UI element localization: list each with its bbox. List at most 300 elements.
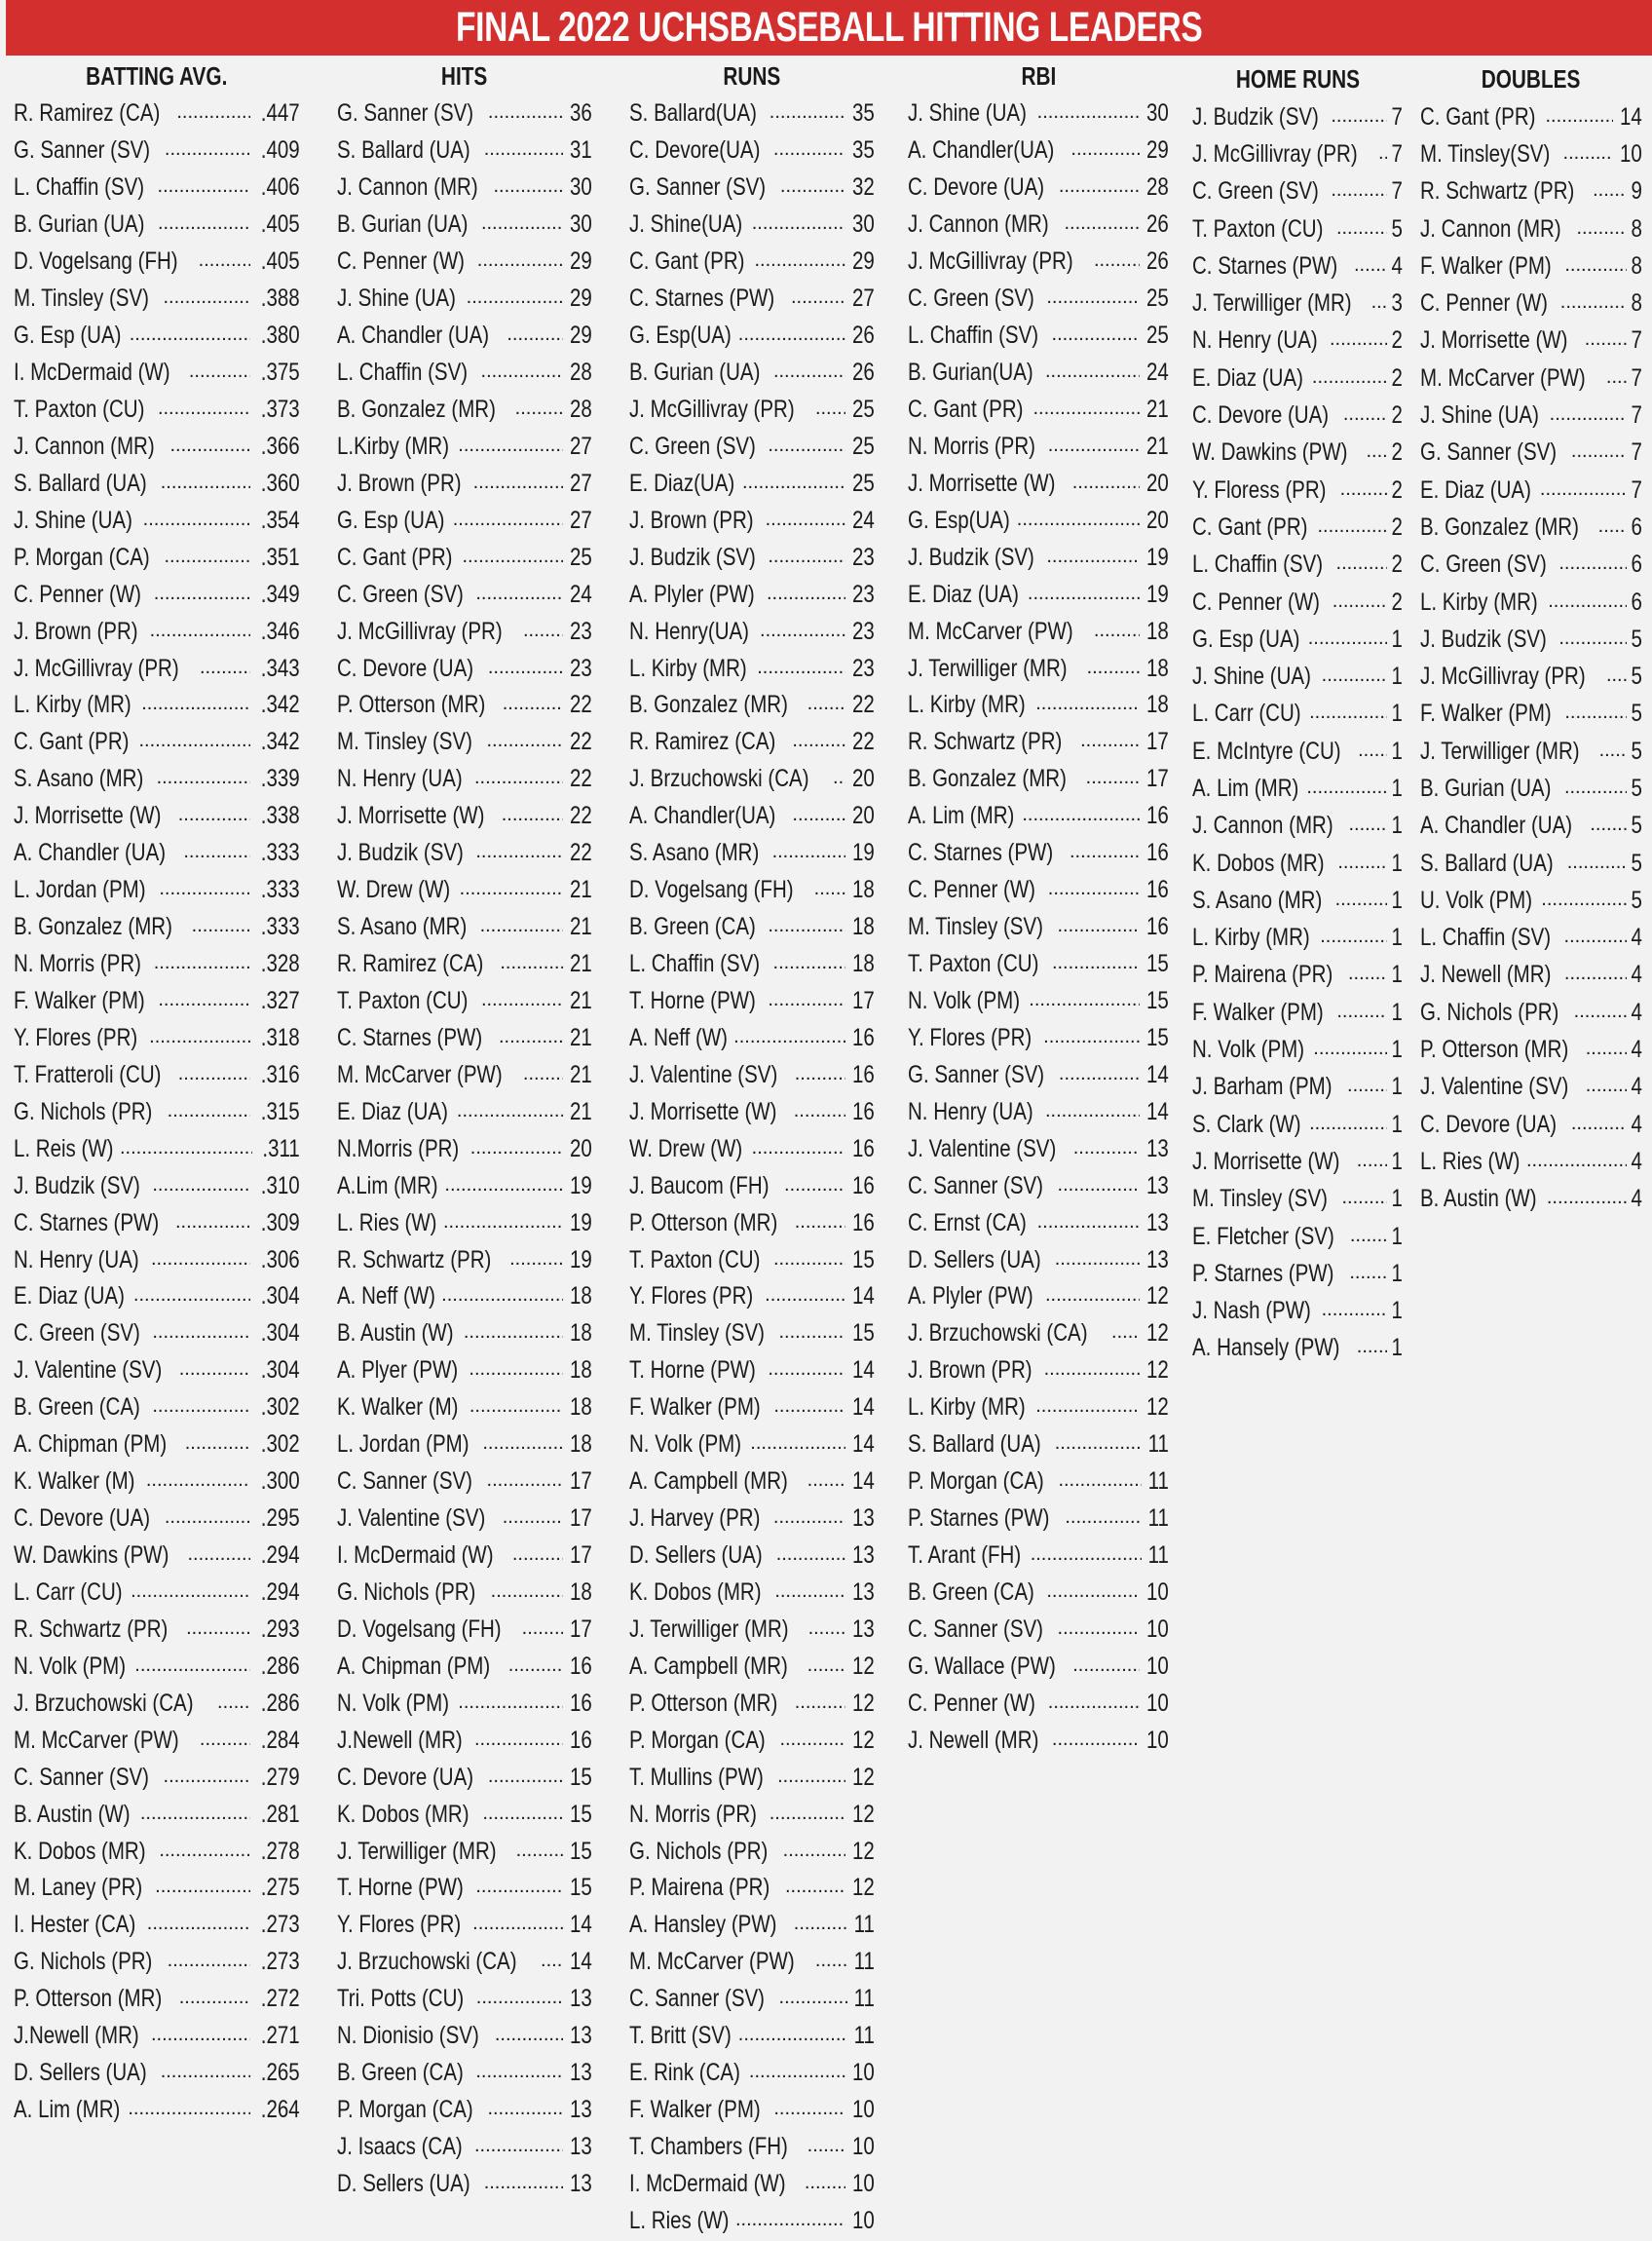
stat-value: 4 xyxy=(1631,1147,1642,1175)
leader-row xyxy=(337,95,592,133)
stat-value: 23 xyxy=(852,654,875,682)
player-name: J. Budzik (SV) xyxy=(337,839,464,867)
dot-leader xyxy=(768,546,845,570)
stat-value: 28 xyxy=(570,395,592,423)
player-name: N. Volk (PM) xyxy=(629,1430,742,1459)
player-name: R. Ramirez (CA) xyxy=(629,728,776,756)
leader-row xyxy=(14,1722,300,1759)
player-name: M. McCarver (PW) xyxy=(337,1060,503,1088)
leader-row xyxy=(908,1130,1169,1167)
dot-leader xyxy=(1312,366,1387,391)
leader-row xyxy=(908,465,1169,502)
player-name: J. Cannon (MR) xyxy=(908,210,1049,239)
leader-row xyxy=(1192,472,1403,509)
player-name: P. Otterson (MR) xyxy=(629,1689,778,1717)
dot-leader xyxy=(151,2024,250,2048)
leader-row xyxy=(337,872,592,909)
player-name: K. Walker (M) xyxy=(337,1393,459,1422)
leader-row xyxy=(337,355,592,392)
stat-value: .333 xyxy=(261,839,300,867)
stat-value: 3 xyxy=(1391,289,1403,318)
dot-leader xyxy=(1320,926,1387,950)
dot-leader xyxy=(169,435,250,459)
dot-leader xyxy=(1035,693,1140,717)
dot-leader xyxy=(1541,889,1627,913)
dot-leader xyxy=(133,1284,250,1309)
leader-row xyxy=(1420,808,1642,845)
stat-value: 1 xyxy=(1391,1185,1403,1213)
stat-value: 1 xyxy=(1391,998,1403,1026)
stat-value: .273 xyxy=(261,1911,300,1939)
dot-leader xyxy=(1070,841,1140,865)
dot-leader xyxy=(1576,217,1627,242)
leader-row xyxy=(14,1685,300,1722)
stat-value: 12 xyxy=(1146,1282,1169,1310)
player-name: C. Sanner (SV) xyxy=(337,1467,473,1496)
player-name: K. Dobos (MR) xyxy=(1192,849,1325,877)
dot-leader xyxy=(1357,1150,1387,1174)
player-name: B. Green (CA) xyxy=(908,1577,1034,1606)
player-name: J. Terwilliger (MR) xyxy=(629,1614,789,1643)
stat-value: 13 xyxy=(570,2169,592,2197)
stat-value: 26 xyxy=(852,322,875,350)
stat-value: 15 xyxy=(852,1245,875,1273)
stat-value: 12 xyxy=(852,1874,875,1902)
player-name: J. Shine (UA) xyxy=(1420,401,1539,430)
dot-leader xyxy=(794,1913,847,1937)
player-name: L. Reis (W) xyxy=(14,1134,114,1162)
stat-value: 16 xyxy=(570,1726,592,1754)
dot-leader xyxy=(807,2135,846,2159)
stat-value: 13 xyxy=(852,1541,875,1570)
dot-leader xyxy=(143,509,251,533)
stat-value: 10 xyxy=(1146,1614,1169,1643)
leader-row xyxy=(1192,210,1403,247)
leader-row xyxy=(337,1463,592,1500)
dot-leader xyxy=(164,1766,251,1790)
leader-row xyxy=(1192,845,1403,882)
dot-leader xyxy=(760,620,845,644)
leader-row xyxy=(629,2129,875,2166)
player-name: N. Volk (PM) xyxy=(337,1689,450,1717)
dot-leader xyxy=(523,620,563,644)
stat-value: 4 xyxy=(1631,1110,1642,1138)
dot-leader xyxy=(150,620,251,644)
player-name: J.Newell (MR) xyxy=(14,2022,139,2050)
stat-value: 5 xyxy=(1631,663,1642,691)
stat-value: 11 xyxy=(853,1948,875,1976)
leader-row xyxy=(629,1352,875,1389)
dot-leader xyxy=(179,1987,251,2011)
player-name: A. Neff (W) xyxy=(337,1282,436,1310)
dot-leader xyxy=(152,1395,250,1420)
leader-row xyxy=(908,1167,1169,1204)
player-name: E. Diaz (UA) xyxy=(1420,475,1531,504)
leader-row xyxy=(337,1796,592,1833)
stat-value: 30 xyxy=(1146,99,1169,128)
player-name: D. Sellers (UA) xyxy=(629,1541,763,1570)
stat-value: 21 xyxy=(570,1023,592,1051)
stat-value: 4 xyxy=(1391,251,1403,280)
leader-row xyxy=(14,946,300,983)
stat-value: 25 xyxy=(570,543,592,571)
dot-leader xyxy=(791,286,845,311)
stat-value: 6 xyxy=(1631,551,1642,579)
stat-value: 2 xyxy=(1391,438,1403,467)
stat-value: .295 xyxy=(261,1504,300,1533)
leader-row xyxy=(14,909,300,946)
dot-leader xyxy=(164,546,250,570)
stat-value: 4 xyxy=(1631,1036,1642,1064)
leader-row xyxy=(629,1611,875,1648)
dot-leader xyxy=(165,138,250,163)
player-name: J. Valentine (SV) xyxy=(908,1134,1057,1162)
stat-value: .281 xyxy=(261,1800,300,1828)
player-name: C. Penner (W) xyxy=(908,876,1036,904)
dot-leader xyxy=(807,693,846,717)
player-name: G. Nichols (PR) xyxy=(14,1097,153,1125)
dot-leader xyxy=(1371,291,1388,316)
leader-row xyxy=(908,1352,1169,1389)
player-name: C. Penner (W) xyxy=(908,1689,1036,1717)
player-name: J. Isaacs (CA) xyxy=(337,2133,463,2161)
stat-value: 12 xyxy=(852,1726,875,1754)
stat-value: 7 xyxy=(1631,401,1642,430)
leader-row xyxy=(1420,658,1642,695)
player-name: J. Shine (UA) xyxy=(14,506,132,534)
stat-value: .338 xyxy=(261,802,300,830)
leader-row xyxy=(337,576,592,613)
leader-row xyxy=(337,2166,592,2203)
leader-row xyxy=(14,133,300,170)
stat-value: 12 xyxy=(1146,1393,1169,1422)
leader-row xyxy=(1420,733,1642,770)
stat-value: 13 xyxy=(570,2022,592,2050)
stat-value: .447 xyxy=(261,99,300,128)
leader-row xyxy=(908,1722,1169,1759)
dot-leader xyxy=(1058,1617,1141,1642)
player-name: C. Starnes (PW) xyxy=(629,285,775,313)
leader-row xyxy=(337,1722,592,1759)
stat-value: 4 xyxy=(1631,1185,1642,1213)
player-name: B. Austin (W) xyxy=(337,1319,454,1348)
dot-leader xyxy=(189,361,251,385)
stat-value: 18 xyxy=(570,1282,592,1310)
stat-value: .405 xyxy=(261,210,300,239)
dot-leader xyxy=(481,212,563,237)
dot-leader xyxy=(1336,552,1388,577)
leader-row xyxy=(14,95,300,133)
player-name: S. Ballard (UA) xyxy=(337,136,470,165)
dot-leader xyxy=(738,2024,847,2048)
leader-row xyxy=(629,170,875,207)
dot-leader xyxy=(1045,1100,1140,1124)
dot-leader xyxy=(765,1284,845,1309)
stat-value: 14 xyxy=(1620,102,1642,131)
dot-leader xyxy=(1564,702,1627,726)
player-name: A. Hansely (PW) xyxy=(1192,1334,1340,1362)
dot-leader xyxy=(1347,1075,1387,1099)
leader-row xyxy=(629,1500,875,1538)
dot-leader xyxy=(186,1617,250,1642)
stat-value: 25 xyxy=(852,469,875,497)
leader-row xyxy=(629,872,875,909)
leader-row xyxy=(908,1315,1169,1352)
player-name: A. Plyler (PW) xyxy=(629,580,755,608)
dot-leader xyxy=(1564,926,1628,950)
leader-row xyxy=(14,1093,300,1130)
stat-value: 22 xyxy=(852,728,875,756)
dot-leader xyxy=(815,398,845,422)
dot-leader xyxy=(1548,590,1627,615)
player-name: J. Morrisette (W) xyxy=(14,802,162,830)
player-name: G. Sanner (SV) xyxy=(14,136,151,165)
player-name: A. Hansley (PW) xyxy=(629,1911,777,1939)
player-name: I. McDermaid (W) xyxy=(337,1541,494,1570)
dot-leader xyxy=(1031,1543,1142,1568)
stat-value: .342 xyxy=(261,728,300,756)
dot-leader xyxy=(777,1766,845,1790)
stat-value: 11 xyxy=(853,1985,875,2013)
player-name: L. Kirby (MR) xyxy=(629,654,747,682)
dot-leader xyxy=(1574,1001,1627,1025)
player-name: C. Penner (W) xyxy=(1192,588,1321,616)
dot-leader xyxy=(477,249,563,274)
player-name: G. Nichols (PR) xyxy=(629,1837,769,1865)
player-name: F. Walker (PM) xyxy=(1420,700,1552,728)
player-name: C. Sanner (SV) xyxy=(629,1985,766,2013)
player-name: E. Diaz(UA) xyxy=(629,469,735,497)
leader-row xyxy=(629,687,875,724)
stat-value: 22 xyxy=(570,839,592,867)
dot-leader xyxy=(1032,398,1140,422)
dot-leader xyxy=(482,1432,563,1457)
player-name: M. Tinsley (SV) xyxy=(1192,1185,1328,1213)
dot-leader xyxy=(1035,1395,1140,1420)
player-name: N. Volk (PM) xyxy=(1192,1036,1305,1064)
player-name: A. Chandler (UA) xyxy=(337,322,490,350)
dot-leader xyxy=(475,841,563,865)
player-name: D. Vogelsang (FH) xyxy=(629,876,794,904)
leader-row xyxy=(908,355,1169,392)
dot-leader xyxy=(157,767,251,791)
dot-leader xyxy=(1599,740,1628,764)
dot-leader xyxy=(1564,963,1627,987)
dot-leader xyxy=(770,101,845,126)
leader-row xyxy=(629,1167,875,1204)
stat-value: 6 xyxy=(1631,513,1642,541)
dot-leader xyxy=(183,841,250,865)
leader-row xyxy=(908,1463,1169,1500)
dot-leader xyxy=(138,730,250,754)
leader-row xyxy=(337,465,592,502)
dot-leader xyxy=(523,1063,563,1087)
dot-leader xyxy=(814,878,846,902)
stat-value: 1 xyxy=(1391,1297,1403,1325)
player-name: J. Brzuchowski (CA) xyxy=(337,1948,517,1976)
leader-row xyxy=(14,1575,300,1612)
player-name: M. Tinsley(SV) xyxy=(1420,139,1551,168)
player-name: G. Sanner (SV) xyxy=(337,99,474,128)
stat-value: 24 xyxy=(1146,359,1169,387)
dot-leader xyxy=(1313,1038,1387,1062)
dot-leader xyxy=(1055,1248,1141,1272)
leader-row xyxy=(1192,1143,1403,1180)
player-name: C. Devore (UA) xyxy=(14,1504,151,1533)
dot-leader xyxy=(1340,478,1387,503)
dot-leader xyxy=(131,1580,250,1605)
player-name: G. Nichols (PR) xyxy=(337,1577,476,1606)
leader-row xyxy=(908,1575,1169,1612)
leader-row xyxy=(1420,957,1642,994)
stat-value: 13 xyxy=(570,2059,592,2087)
leader-row xyxy=(337,1648,592,1685)
player-name: C. Devore (UA) xyxy=(337,654,474,682)
leader-row xyxy=(337,1944,592,1981)
player-name: T. Horne (PW) xyxy=(337,1874,464,1902)
leader-row xyxy=(908,576,1169,613)
leader-row xyxy=(337,1759,592,1796)
stat-value: 5 xyxy=(1631,849,1642,877)
dot-leader xyxy=(1080,730,1140,754)
leader-row xyxy=(629,1833,875,1870)
leader-row xyxy=(14,650,300,687)
dot-leader xyxy=(503,1506,563,1531)
leader-row xyxy=(337,1907,592,1944)
leader-row xyxy=(908,835,1169,872)
stat-value: 30 xyxy=(570,173,592,202)
dot-leader xyxy=(161,472,251,496)
dot-leader xyxy=(795,1211,845,1235)
leader-row xyxy=(1192,1069,1403,1106)
stat-value: 30 xyxy=(570,210,592,239)
dot-leader xyxy=(1065,1506,1142,1531)
dot-leader xyxy=(192,915,251,939)
leader-row xyxy=(14,1463,300,1500)
dot-leader xyxy=(484,2172,564,2196)
stat-value: 18 xyxy=(1146,617,1169,645)
stat-value: 21 xyxy=(570,876,592,904)
leader-row xyxy=(1192,994,1403,1031)
stat-value: 21 xyxy=(1146,432,1169,460)
leader-row xyxy=(1192,547,1403,584)
stat-value: 4 xyxy=(1631,924,1642,952)
dot-leader xyxy=(1571,1113,1627,1137)
player-name: E. Diaz (UA) xyxy=(14,1282,125,1310)
player-name: A. Chipman (PM) xyxy=(14,1430,168,1459)
dot-leader xyxy=(163,286,250,311)
leader-row xyxy=(14,2055,300,2092)
stat-value: 2 xyxy=(1391,401,1403,430)
leader-row xyxy=(908,392,1169,429)
player-name: L. Kirby (MR) xyxy=(1420,588,1538,616)
player-name: J. Shine (UA) xyxy=(908,99,1027,128)
leader-row xyxy=(1420,509,1642,546)
leader-row xyxy=(908,946,1169,983)
stat-value: .286 xyxy=(261,1652,300,1680)
dot-leader xyxy=(1055,1432,1142,1457)
player-name: G. Sanner (SV) xyxy=(1420,438,1558,467)
leader-row xyxy=(908,244,1169,281)
player-name: B. Austin (W) xyxy=(14,1800,131,1828)
player-name: L. Kirby (MR) xyxy=(1192,924,1310,952)
player-name: T. Britt (SV) xyxy=(629,2022,732,2050)
stat-value: 25 xyxy=(1146,322,1169,350)
player-name: B. Gonzalez (MR) xyxy=(337,395,496,423)
stat-value: 15 xyxy=(1146,1023,1169,1051)
player-name: K. Dobos (MR) xyxy=(629,1577,762,1606)
dot-leader xyxy=(1349,1262,1387,1286)
player-name: C. Green (SV) xyxy=(1192,177,1319,206)
stat-value: 18 xyxy=(852,913,875,941)
player-name: C. Penner (W) xyxy=(337,247,466,276)
dot-leader xyxy=(768,1358,845,1383)
dot-leader xyxy=(176,101,250,126)
leader-row xyxy=(14,1056,300,1093)
stat-value: 16 xyxy=(1146,876,1169,904)
stat-value: .275 xyxy=(261,1874,300,1902)
player-name: B. Gonzalez (MR) xyxy=(14,913,172,941)
stat-value: 25 xyxy=(852,395,875,423)
dot-leader xyxy=(768,435,845,459)
player-name: F. Walker (PM) xyxy=(1420,251,1552,280)
stat-value: 11 xyxy=(1147,1541,1169,1570)
dot-leader xyxy=(795,1063,845,1087)
leader-row xyxy=(629,95,875,133)
column-batting-avg xyxy=(14,57,300,2129)
leader-row xyxy=(1192,173,1403,210)
dot-leader xyxy=(128,2098,250,2122)
stat-value: 5 xyxy=(1631,625,1642,653)
dot-leader xyxy=(178,1063,251,1087)
leader-row xyxy=(337,170,592,207)
player-name: L. Chaffin (SV) xyxy=(1420,924,1552,952)
leader-row xyxy=(908,502,1169,539)
player-name: J. Shine (UA) xyxy=(1192,663,1311,691)
stat-value: .366 xyxy=(261,432,300,460)
stat-value: 14 xyxy=(1146,1097,1169,1125)
leader-row xyxy=(1192,584,1403,621)
player-name: P. Morgan (CA) xyxy=(908,1467,1044,1496)
stat-value: 21 xyxy=(570,950,592,978)
player-name: N. Morris (PR) xyxy=(908,432,1035,460)
dot-leader xyxy=(1563,142,1614,167)
leader-row xyxy=(337,1278,592,1315)
stat-value: .327 xyxy=(261,986,300,1014)
leader-row xyxy=(908,687,1169,724)
player-name: B. Green (CA) xyxy=(337,2059,464,2087)
dot-leader xyxy=(1330,328,1387,353)
player-name: B. Green (CA) xyxy=(629,913,756,941)
stat-value: 10 xyxy=(852,2206,875,2234)
player-name: J. Morrisette (W) xyxy=(1192,1147,1340,1175)
leader-row xyxy=(1192,696,1403,733)
player-name: B. Gurian (UA) xyxy=(14,210,145,239)
stat-value: 16 xyxy=(852,1134,875,1162)
stat-value: 12 xyxy=(852,1652,875,1680)
player-name: J. Terwilliger (MR) xyxy=(337,1837,497,1865)
dot-leader xyxy=(792,804,845,828)
player-name: G. Sanner (SV) xyxy=(629,173,767,202)
column-header: RUNS xyxy=(723,60,781,91)
dot-leader xyxy=(200,1728,250,1753)
leader-row xyxy=(908,170,1169,207)
leader-row xyxy=(908,1611,1169,1648)
dot-leader xyxy=(1046,286,1140,311)
player-name: D. Sellers (UA) xyxy=(14,2059,147,2087)
leader-row xyxy=(908,798,1169,835)
leader-row xyxy=(629,318,875,355)
